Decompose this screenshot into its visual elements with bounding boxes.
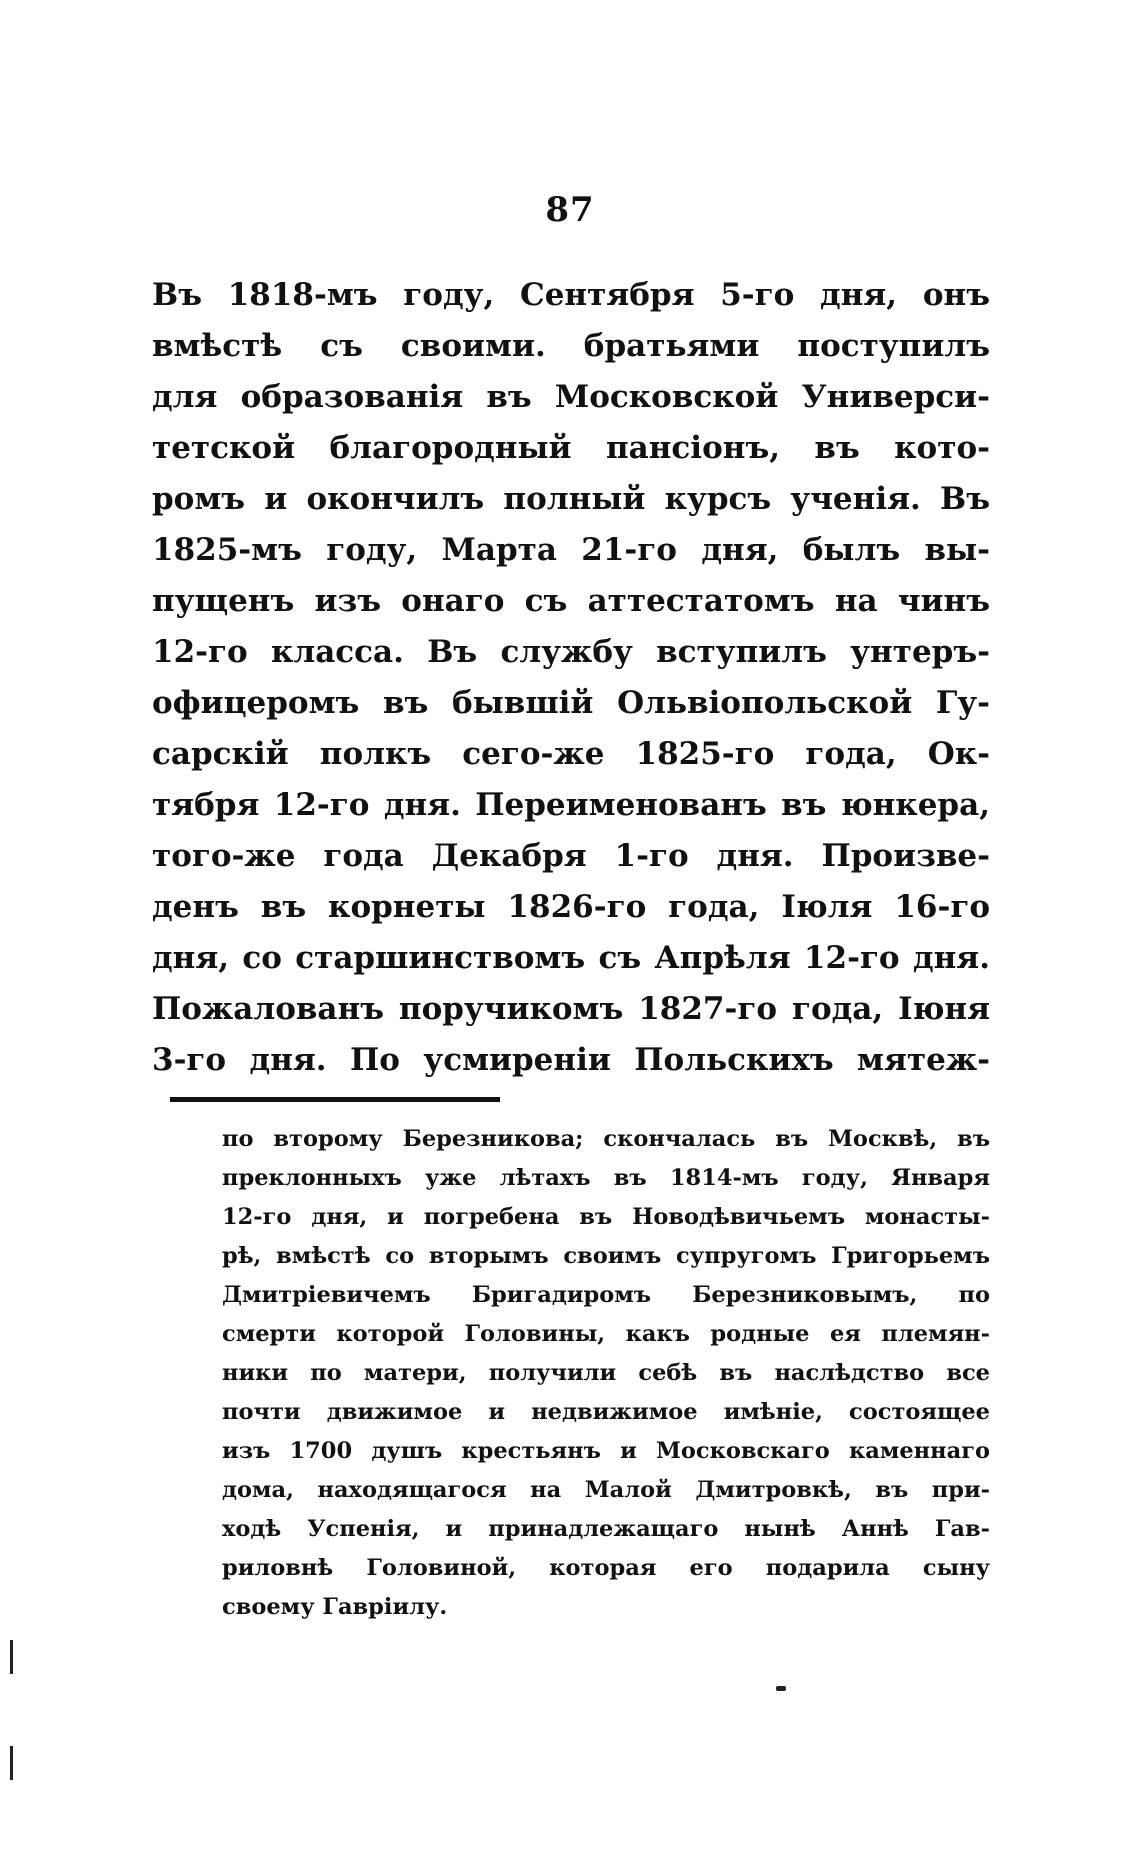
text-line: того-же года Декабря 1-го дня. Произве- xyxy=(152,838,990,874)
text-line: для образованія въ Московской Универси- xyxy=(152,379,990,415)
text-line: офицеромъ въ бывшій Ольвіопольской Гу- xyxy=(152,685,990,721)
footnote-line: ходѣ Успенія, и принадлежащаго нынѣ Аннѣ Гав- xyxy=(222,1516,990,1542)
footnote-line: ники по матери, получили себѣ въ наслѣдство все xyxy=(222,1360,990,1386)
footnote-separator-rule xyxy=(170,1097,500,1102)
text-line: пущенъ изъ онаго съ аттестатомъ на чинъ xyxy=(152,583,990,619)
footnote-line: смерти которой Головины, какъ родные ея племян- xyxy=(222,1321,990,1347)
footnote-line: дома, находящагося на Малой Дмитровкѣ, въ при- xyxy=(222,1477,990,1503)
scan-ink-speck xyxy=(776,1686,786,1691)
footnote-line: риловнѣ Головиной, которая его подарила сыну xyxy=(222,1555,990,1581)
text-line: сарскій полкъ сего-же 1825-го года, Ок- xyxy=(152,736,990,772)
text-line: денъ въ корнеты 1826-го года, Іюля 16-го xyxy=(152,889,990,925)
footnote-line: Дмитріевичемъ Бригадиромъ Березниковымъ, по xyxy=(222,1282,990,1308)
text-line: вмѣстѣ съ своими. братьями поступилъ xyxy=(152,328,990,364)
footnote-line: 12-го дня, и погребена въ Новодѣвичьемъ монасты- xyxy=(222,1204,990,1230)
text-line: 1825-мъ году, Марта 21-го дня, былъ вы- xyxy=(152,532,990,568)
text-line: тетской благородный пансіонъ, въ кото- xyxy=(152,430,990,466)
text-line: ромъ и окончилъ полный курсъ ученія. Въ xyxy=(152,481,990,517)
text-line: 12-го класса. Въ службу вступилъ унтеръ- xyxy=(152,634,990,670)
footnote-line: преклонныхъ уже лѣтахъ въ 1814-мъ году, Января xyxy=(222,1165,990,1191)
scan-edge-mark xyxy=(10,1640,13,1674)
text-line: Въ 1818-мъ году, Сентября 5-го дня, онъ xyxy=(152,277,990,313)
footnote-block xyxy=(222,1120,990,1627)
footnote-line: своему Гавріилу. xyxy=(222,1594,448,1620)
text-line: 3-го дня. По усмиреніи Польскихъ мятеж- xyxy=(152,1042,990,1078)
page-number: 87 xyxy=(545,190,595,230)
footnote-line: почти движимое и недвижимое имѣніе, состоящее xyxy=(222,1399,990,1425)
text-line: Пожалованъ поручикомъ 1827-го года, Іюня xyxy=(152,991,990,1027)
scan-edge-mark xyxy=(10,1746,13,1780)
text-line: дня, со старшинствомъ съ Апрѣля 12-го дня. xyxy=(152,940,990,976)
main-text-block xyxy=(152,270,990,1086)
footnote-line: изъ 1700 душъ крестьянъ и Московскаго каменнаго xyxy=(222,1438,990,1464)
footnote-line: рѣ, вмѣстѣ со вторымъ своимъ супругомъ Григорьемъ xyxy=(222,1243,990,1269)
footnote-line: по второму Березникова; скончалась въ Москвѣ, въ xyxy=(222,1126,990,1152)
text-line: тября 12-го дня. Переименованъ въ юнкера, xyxy=(152,787,990,823)
